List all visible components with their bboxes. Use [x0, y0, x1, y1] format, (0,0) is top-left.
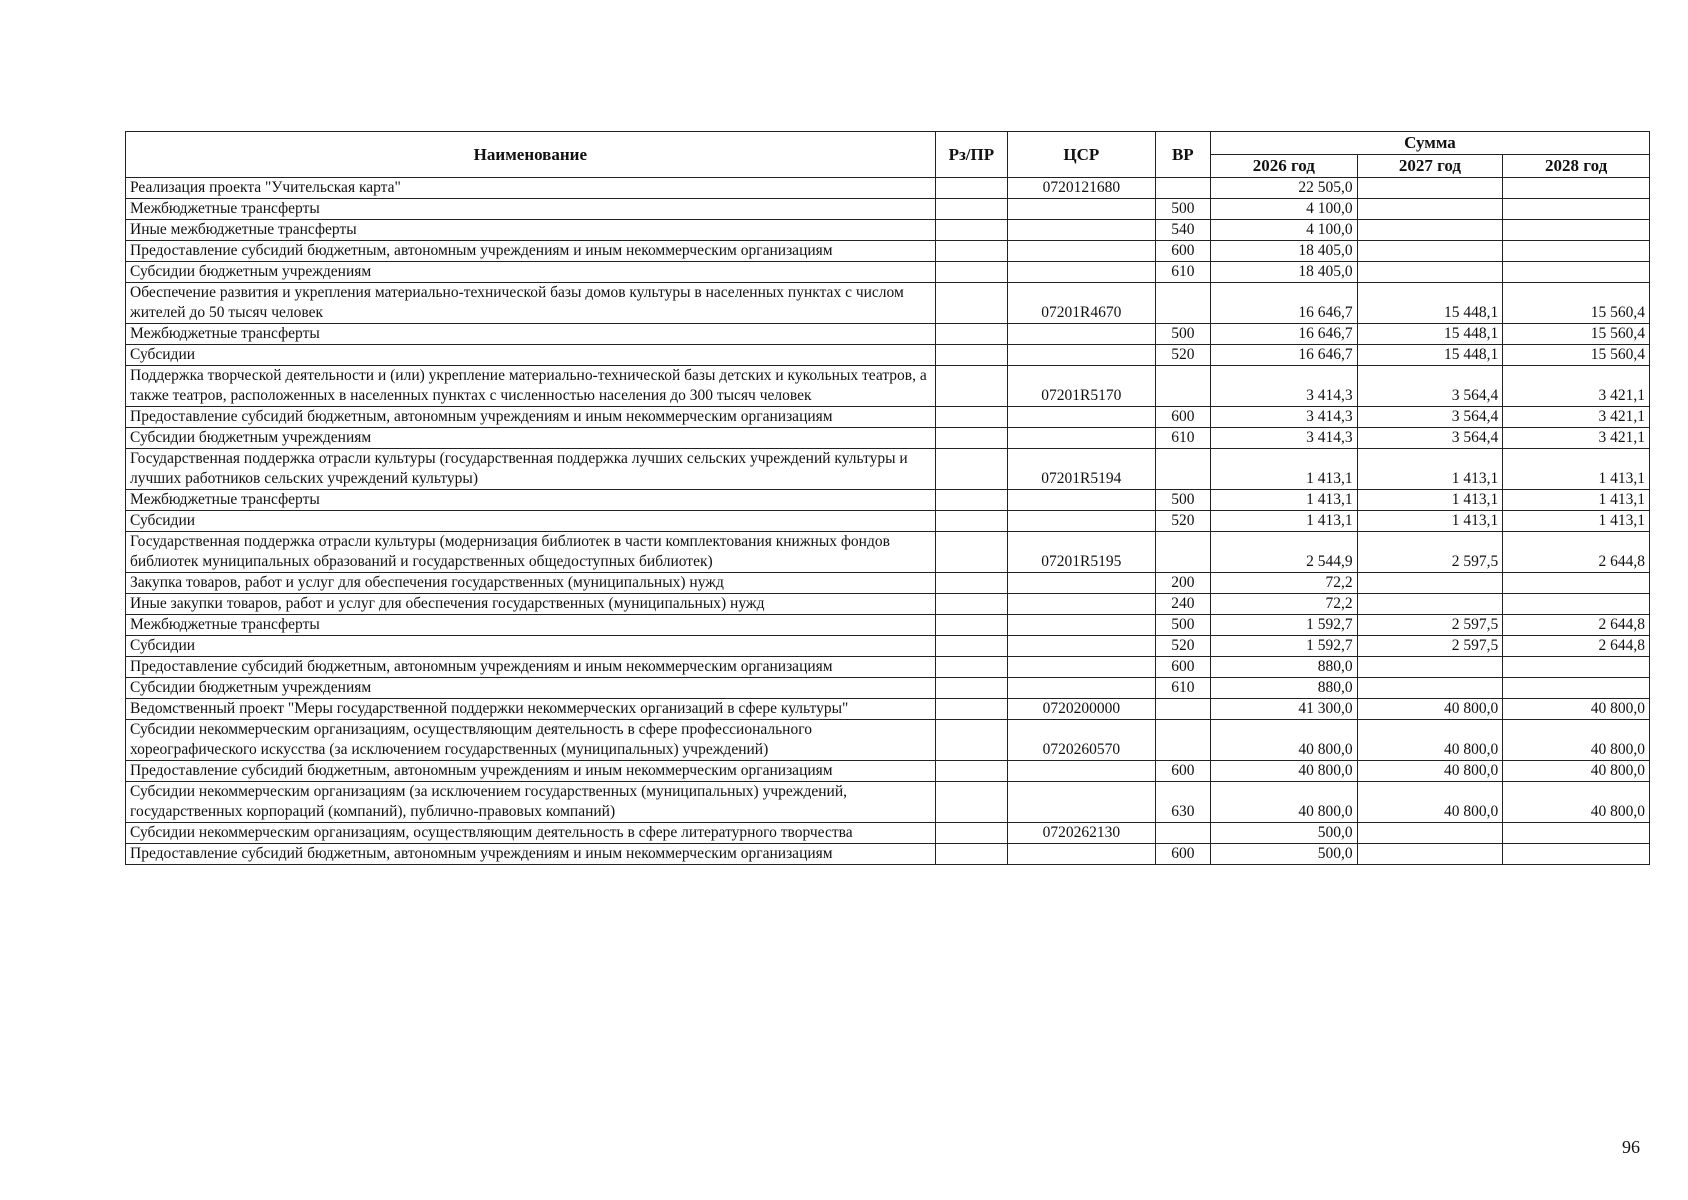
- cell-name: Государственная поддержка отрасли культуры (модернизация библиотек в части комплектования книжных фондов библиотек муниципальных образований и государственных общедоступных библиотек): [126, 532, 936, 573]
- header-year-2026: 2026 год: [1210, 155, 1357, 178]
- table-row: [126, 636, 1650, 657]
- table-row: [126, 657, 1650, 678]
- header-year-2028: 2028 год: [1503, 155, 1650, 178]
- cell-2026: 3 414,3: [1210, 428, 1357, 449]
- cell-vr: 520: [1155, 636, 1210, 657]
- cell-vr: 500: [1155, 199, 1210, 220]
- cell-name: Межбюджетные трансферты: [126, 324, 936, 345]
- cell-2028: [1503, 220, 1650, 241]
- cell-csr: 0720121680: [1008, 178, 1156, 199]
- cell-csr: [1008, 594, 1156, 615]
- cell-name: Субсидии бюджетным учреждениям: [126, 678, 936, 699]
- cell-csr: [1008, 636, 1156, 657]
- cell-vr: 500: [1155, 324, 1210, 345]
- table-row: [126, 720, 1650, 761]
- cell-vr: 500: [1155, 490, 1210, 511]
- cell-name: Ведомственный проект "Меры государственной поддержки некоммерческих организаций в сфере культуры": [126, 699, 936, 720]
- cell-2028: 2 644,8: [1503, 636, 1650, 657]
- table-row: [126, 532, 1650, 573]
- cell-2026: 16 646,7: [1210, 345, 1357, 366]
- cell-vr: 600: [1155, 407, 1210, 428]
- cell-2028: 15 560,4: [1503, 324, 1650, 345]
- cell-2027: 2 597,5: [1357, 636, 1503, 657]
- header-rzpr: Рз/ПР: [935, 132, 1007, 178]
- cell-2028: 15 560,4: [1503, 283, 1650, 324]
- cell-vr: [1155, 699, 1210, 720]
- cell-rzpr: [935, 511, 1007, 532]
- cell-rzpr: [935, 720, 1007, 761]
- cell-2026: 16 646,7: [1210, 283, 1357, 324]
- table-row: [126, 678, 1650, 699]
- cell-rzpr: [935, 345, 1007, 366]
- table-header: [126, 132, 1650, 178]
- cell-rzpr: [935, 220, 1007, 241]
- cell-2027: [1357, 844, 1503, 865]
- table-row: [126, 178, 1650, 199]
- cell-rzpr: [935, 615, 1007, 636]
- table-row: [126, 761, 1650, 782]
- header-sum: Сумма: [1210, 132, 1649, 155]
- cell-2028: [1503, 178, 1650, 199]
- cell-2028: 1 413,1: [1503, 449, 1650, 490]
- cell-rzpr: [935, 782, 1007, 823]
- cell-name: Реализация проекта "Учительская карта": [126, 178, 936, 199]
- cell-2027: 2 597,5: [1357, 615, 1503, 636]
- cell-vr: [1155, 178, 1210, 199]
- cell-vr: [1155, 720, 1210, 761]
- cell-rzpr: [935, 178, 1007, 199]
- cell-rzpr: [935, 262, 1007, 283]
- cell-csr: [1008, 199, 1156, 220]
- cell-vr: 630: [1155, 782, 1210, 823]
- cell-2027: [1357, 178, 1503, 199]
- cell-2028: 3 421,1: [1503, 428, 1650, 449]
- cell-2026: 1 413,1: [1210, 490, 1357, 511]
- cell-2028: [1503, 594, 1650, 615]
- table-row: [126, 699, 1650, 720]
- cell-2026: 880,0: [1210, 678, 1357, 699]
- cell-vr: 610: [1155, 428, 1210, 449]
- cell-2028: [1503, 678, 1650, 699]
- cell-csr: 0720200000: [1008, 699, 1156, 720]
- cell-rzpr: [935, 594, 1007, 615]
- page-number: 96: [1622, 1137, 1640, 1157]
- cell-2026: 18 405,0: [1210, 262, 1357, 283]
- cell-vr: 610: [1155, 262, 1210, 283]
- cell-vr: 200: [1155, 573, 1210, 594]
- cell-2026: 72,2: [1210, 573, 1357, 594]
- cell-2026: 40 800,0: [1210, 720, 1357, 761]
- cell-2027: [1357, 823, 1503, 844]
- cell-2027: [1357, 594, 1503, 615]
- cell-2026: 1 413,1: [1210, 511, 1357, 532]
- cell-2027: [1357, 199, 1503, 220]
- cell-name: Субсидии бюджетным учреждениям: [126, 428, 936, 449]
- cell-2028: 40 800,0: [1503, 761, 1650, 782]
- table-row: [126, 573, 1650, 594]
- cell-name: Субсидии бюджетным учреждениям: [126, 262, 936, 283]
- cell-2027: [1357, 220, 1503, 241]
- cell-rzpr: [935, 449, 1007, 490]
- cell-2026: 3 414,3: [1210, 407, 1357, 428]
- cell-csr: [1008, 657, 1156, 678]
- cell-2027: [1357, 657, 1503, 678]
- cell-2026: 16 646,7: [1210, 324, 1357, 345]
- cell-vr: [1155, 823, 1210, 844]
- cell-name: Иные закупки товаров, работ и услуг для обеспечения государственных (муниципальных) нужд: [126, 594, 936, 615]
- cell-2027: 3 564,4: [1357, 407, 1503, 428]
- cell-2028: [1503, 262, 1650, 283]
- cell-csr: [1008, 407, 1156, 428]
- cell-vr: 520: [1155, 511, 1210, 532]
- cell-2028: 15 560,4: [1503, 345, 1650, 366]
- cell-csr: [1008, 615, 1156, 636]
- cell-rzpr: [935, 823, 1007, 844]
- cell-rzpr: [935, 199, 1007, 220]
- cell-2027: 1 413,1: [1357, 449, 1503, 490]
- cell-2028: 40 800,0: [1503, 699, 1650, 720]
- cell-name: Субсидии: [126, 511, 936, 532]
- cell-rzpr: [935, 761, 1007, 782]
- cell-csr: [1008, 761, 1156, 782]
- cell-name: Межбюджетные трансферты: [126, 199, 936, 220]
- cell-csr: [1008, 428, 1156, 449]
- cell-rzpr: [935, 407, 1007, 428]
- cell-2027: [1357, 241, 1503, 262]
- cell-2027: 3 564,4: [1357, 428, 1503, 449]
- cell-name: Субсидии некоммерческим организациям (за исключением государственных (муниципальных) учреждений, государственных корпораций (компаний), публично-правовых компаний): [126, 782, 936, 823]
- cell-2028: 40 800,0: [1503, 782, 1650, 823]
- cell-vr: 240: [1155, 594, 1210, 615]
- cell-2026: 500,0: [1210, 823, 1357, 844]
- table-row: [126, 199, 1650, 220]
- cell-2026: 1 592,7: [1210, 615, 1357, 636]
- cell-2027: 15 448,1: [1357, 324, 1503, 345]
- cell-name: Межбюджетные трансферты: [126, 615, 936, 636]
- cell-2028: [1503, 199, 1650, 220]
- table-row: [126, 782, 1650, 823]
- table-row: [126, 844, 1650, 865]
- table-row: [126, 594, 1650, 615]
- cell-csr: [1008, 324, 1156, 345]
- cell-2026: 500,0: [1210, 844, 1357, 865]
- table-row: [126, 345, 1650, 366]
- cell-2026: 4 100,0: [1210, 199, 1357, 220]
- cell-csr: [1008, 490, 1156, 511]
- cell-name: Иные межбюджетные трансферты: [126, 220, 936, 241]
- table-row: [126, 615, 1650, 636]
- cell-2027: [1357, 262, 1503, 283]
- cell-2027: 1 413,1: [1357, 490, 1503, 511]
- cell-csr: 07201R5194: [1008, 449, 1156, 490]
- cell-csr: 07201R5170: [1008, 366, 1156, 407]
- cell-rzpr: [935, 844, 1007, 865]
- cell-2027: [1357, 678, 1503, 699]
- cell-2027: 2 597,5: [1357, 532, 1503, 573]
- cell-csr: [1008, 573, 1156, 594]
- cell-2027: 15 448,1: [1357, 345, 1503, 366]
- cell-2026: 40 800,0: [1210, 761, 1357, 782]
- cell-name: Межбюджетные трансферты: [126, 490, 936, 511]
- cell-2028: [1503, 844, 1650, 865]
- cell-2026: 3 414,3: [1210, 366, 1357, 407]
- cell-rzpr: [935, 241, 1007, 262]
- cell-rzpr: [935, 636, 1007, 657]
- cell-2028: [1503, 823, 1650, 844]
- cell-2027: [1357, 573, 1503, 594]
- cell-csr: [1008, 241, 1156, 262]
- header-year-2027: 2027 год: [1357, 155, 1503, 178]
- cell-2028: 1 413,1: [1503, 511, 1650, 532]
- cell-name: Субсидии: [126, 345, 936, 366]
- header-name: Наименование: [126, 132, 936, 178]
- table-row: [126, 428, 1650, 449]
- cell-2028: [1503, 241, 1650, 262]
- cell-vr: 600: [1155, 761, 1210, 782]
- header-vr: ВР: [1155, 132, 1210, 178]
- table-row: [126, 241, 1650, 262]
- cell-vr: 520: [1155, 345, 1210, 366]
- cell-rzpr: [935, 678, 1007, 699]
- cell-2027: 1 413,1: [1357, 511, 1503, 532]
- table-body: [126, 178, 1650, 865]
- cell-csr: [1008, 262, 1156, 283]
- cell-vr: 540: [1155, 220, 1210, 241]
- cell-vr: 600: [1155, 657, 1210, 678]
- cell-2027: 40 800,0: [1357, 782, 1503, 823]
- table-row: [126, 220, 1650, 241]
- cell-2026: 22 505,0: [1210, 178, 1357, 199]
- cell-csr: [1008, 844, 1156, 865]
- cell-csr: 0720262130: [1008, 823, 1156, 844]
- table-row: [126, 511, 1650, 532]
- cell-2027: 40 800,0: [1357, 699, 1503, 720]
- cell-2027: 15 448,1: [1357, 283, 1503, 324]
- cell-name: Предоставление субсидий бюджетным, автономным учреждениям и иным некоммерческим организациям: [126, 761, 936, 782]
- cell-name: Предоставление субсидий бюджетным, автономным учреждениям и иным некоммерческим организациям: [126, 241, 936, 262]
- table-row: [126, 366, 1650, 407]
- cell-2026: 1 592,7: [1210, 636, 1357, 657]
- cell-csr: [1008, 678, 1156, 699]
- cell-2027: 40 800,0: [1357, 720, 1503, 761]
- cell-vr: 610: [1155, 678, 1210, 699]
- table-row: [126, 324, 1650, 345]
- cell-csr: 0720260570: [1008, 720, 1156, 761]
- table-row: [126, 262, 1650, 283]
- cell-2028: 40 800,0: [1503, 720, 1650, 761]
- table-row: [126, 490, 1650, 511]
- cell-name: Обеспечение развития и укрепления материально-технической базы домов культуры в населенных пунктах с числом жителей до 50 тысяч человек: [126, 283, 936, 324]
- cell-2026: 41 300,0: [1210, 699, 1357, 720]
- budget-table: [125, 131, 1650, 865]
- cell-rzpr: [935, 490, 1007, 511]
- cell-name: Предоставление субсидий бюджетным, автономным учреждениям и иным некоммерческим организациям: [126, 844, 936, 865]
- table-row: [126, 407, 1650, 428]
- cell-2028: [1503, 657, 1650, 678]
- cell-rzpr: [935, 699, 1007, 720]
- table-row: [126, 823, 1650, 844]
- cell-name: Государственная поддержка отрасли культуры (государственная поддержка лучших сельских учреждений культуры и лучших работников сельских учреждений культуры): [126, 449, 936, 490]
- cell-csr: 07201R5195: [1008, 532, 1156, 573]
- cell-name: Закупка товаров, работ и услуг для обеспечения государственных (муниципальных) нужд: [126, 573, 936, 594]
- cell-vr: [1155, 366, 1210, 407]
- cell-rzpr: [935, 324, 1007, 345]
- cell-csr: [1008, 782, 1156, 823]
- cell-name: Субсидии некоммерческим организациям, осуществляющим деятельность в сфере литературного творчества: [126, 823, 936, 844]
- cell-name: Субсидии некоммерческим организациям, осуществляющим деятельность в сфере профессионального хореографического искусства (за исключением государственных (муниципальных) учреждений): [126, 720, 936, 761]
- cell-vr: [1155, 283, 1210, 324]
- cell-2027: 3 564,4: [1357, 366, 1503, 407]
- cell-rzpr: [935, 573, 1007, 594]
- cell-rzpr: [935, 657, 1007, 678]
- cell-vr: [1155, 532, 1210, 573]
- cell-2028: 2 644,8: [1503, 615, 1650, 636]
- cell-2028: [1503, 573, 1650, 594]
- cell-2027: 40 800,0: [1357, 761, 1503, 782]
- cell-name: Поддержка творческой деятельности и (или) укрепление материально-технической базы детских и кукольных театров, а также театров, расположенных в населенных пунктах с численностью населения до 300 тысяч человек: [126, 366, 936, 407]
- cell-name: Предоставление субсидий бюджетным, автономным учреждениям и иным некоммерческим организациям: [126, 407, 936, 428]
- cell-2026: 880,0: [1210, 657, 1357, 678]
- cell-2028: 1 413,1: [1503, 490, 1650, 511]
- header-csr: ЦСР: [1008, 132, 1156, 178]
- cell-2026: 18 405,0: [1210, 241, 1357, 262]
- cell-rzpr: [935, 532, 1007, 573]
- cell-rzpr: [935, 428, 1007, 449]
- cell-csr: [1008, 220, 1156, 241]
- cell-2026: 1 413,1: [1210, 449, 1357, 490]
- table-row: [126, 283, 1650, 324]
- cell-name: Предоставление субсидий бюджетным, автономным учреждениям и иным некоммерческим организациям: [126, 657, 936, 678]
- cell-csr: 07201R4670: [1008, 283, 1156, 324]
- cell-2026: 4 100,0: [1210, 220, 1357, 241]
- cell-2026: 40 800,0: [1210, 782, 1357, 823]
- cell-2028: 3 421,1: [1503, 407, 1650, 428]
- table-row: [126, 449, 1650, 490]
- cell-vr: 600: [1155, 844, 1210, 865]
- cell-rzpr: [935, 283, 1007, 324]
- cell-vr: 600: [1155, 241, 1210, 262]
- cell-name: Субсидии: [126, 636, 936, 657]
- cell-vr: [1155, 449, 1210, 490]
- cell-2028: 2 644,8: [1503, 532, 1650, 573]
- cell-2026: 72,2: [1210, 594, 1357, 615]
- cell-csr: [1008, 511, 1156, 532]
- cell-2028: 3 421,1: [1503, 366, 1650, 407]
- cell-vr: 500: [1155, 615, 1210, 636]
- cell-2026: 2 544,9: [1210, 532, 1357, 573]
- cell-rzpr: [935, 366, 1007, 407]
- cell-csr: [1008, 345, 1156, 366]
